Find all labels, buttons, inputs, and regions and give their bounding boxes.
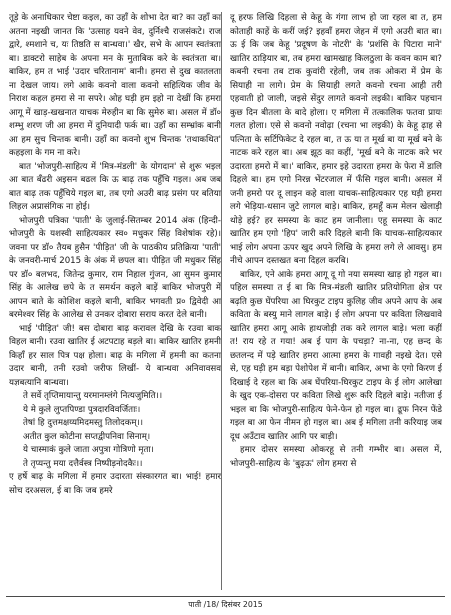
left-column [9,12,221,588]
right-paragraph-1: दू हरफ लिखि दिहला से केहू के गंगा लाभ हो जा रहल बा त, हम कोताही काहें के करीं जई? इहवाँ हमरा जेहन में एगो अउरी बात बा। ऊ ई कि जब केहू 'प्रदूषण के नोटरी' के 'प्रशंसि के पिटारा माने' खातिर ठाड़ियार बा, तब हमरा खामखाह किलठुला के कवन काम बा? कबनी रचना तब टाक कुवांरी रहेली, जब तक ओकरा में प्रेम के सियाही ना लागे। प्रेम के सियाही लगते कवनो रचना आही तरी एहवाती हो जाली, जइसे सेंदुर लागते कवनो लइकी। बाकिर पहचान कुछ दिन बीतला के बादे होला। ए मगिला में तत्कालिक फतवा प्रायः गलत होला। एसे से कवनो नवोढ़ा (रचना भा लइकी) के केहू ढ़ाह से पत्निता के सर्टिफिकेट दे रहल बा, त ऊ या त मूर्ख बा या मूर्ख बने के नाटक करे रहल बा। अब झूठ का कहीं, 'मूर्ख बने के नाटक करे भर उदारता हमरो में बा।' बाकिर, हमार इहे उदारता हमरा के फेरा में डालि दिहले बा। हम एगो निरन्न भेंटरजाल में फँसि गइल बानी। असल में जनी हमरो पर दू लाइन कहे वाला याचक-साहित्यकार एह घड़ी हमरा लगे भेड़िया-धसान जुटे लागल बाड़े। बाकिर, हमहूँ कम मेलन खेलाड़ी थोड़े हई? हर समस्या के काट हम जानीला। एहू समस्या के काट खातिर हम एगो 'हिप' जारी करि दिहले बानी कि याचक-साहित्यकार भाई लोग अपना ऊपर खुद अपने लिखि के हमरा लगे ले आवसु। हम नीचे आपन दस्तखत बना दिहल करबि। [230,13,442,266]
footer-page-number: /18/ [203,600,219,609]
right-paragraph-2: बाकिर, एने आके हमरा आगू दू गो नया समस्या खाड़ हो गइल बा। पहिल समस्या त ई बा कि मित्र-मंडली खातिर प्रतियोगिता क्षेत्र पर बढ़ति कुछ घेंपरिया आ घिरकुट टाइप कुलिह जीव अपने आप के अब कविता के बस्यु माने लागल बाड़े। ई लोग अपना पर कविता लिखवावे खातिर हमरा आगू आके हाथजोड़ी तक करे लागल बाड़े। भला कहीं त! राय रहे त गया! अब ई पाग के पचड़ा? ना-ना, एह छन्द के छतलन्द में पड़े खातिर हमरा आत्मा हमरा के गावही नइखे देत। एसे से, एह घड़ी हम बड़ा पेशोपेश में बानी। बाकिर, अभा के एगो किरण ई दिखाई दे रहल बा कि अब घेंपरिया-घिरकुट टाइप के ई लोग आलेखा के खुद एक-दोसरा पर कविता लिखे शुरू करि दिहले बाड़े। नतीजा ई भइल बा कि भोजपुरी-साहित्य फेने-फेन हो गइल बा। ढूफ निरन फेंडे गइल बा आ फेन नीमन हो गइल बा। अब ई मगिला तनी करियाइ जब दूध अउँटाव खातिर आगि पर बाड़ी। [230,269,442,442]
right-column [230,12,442,588]
left-paragraph-1: तूड़े के अनाधिकार चेष्टा कइल, का उहाँ के शोभा देत बा? का उहाँ का अतना नइखी जानत कि 'उत्साह यवने वेव, दुर्निश्चै राजसंकटे। राज द्वारे, श्मशाने च, यः तिष्ठति स बान्धवा।' खैर, सभे के आपन स्वतंत्रता बा। डाक्टरो साहेब के अपना मन के मुताबिक करे के स्वतंत्रता बा। बाकिर, हम त भाई 'उदार चरितानाम' बानी। हमरा से दुख कातलता ना देखल जाय। लगे आके कवनो वाला कवनो सहित्यिक जीव के निराश कहल हमरा से ना सपरे। ओह घड़ी हम इहो ना देखीं कि हमरा आगू में खाड़-खखनात याचक मेरुहीन बा कि सुमेरु बा। असल में डॉ० शम्भु शरण जी आ हमरा में दुनियादी फर्क बा। उहाँ का सम्भ्रांक बानी आ हम सुच चिन्तक बानी। उहाँ का कवनो शुभ चिन्तक 'तथाकथित' कहइला के गम ना करे। [9,13,221,158]
left-paragraph-5: ए हर्षे बाढ़ के मगिला में हमार उदारता संस्कारगत बा। भाई! हमार सोच दरअसल, ई बा कि जब हमरे [9,472,221,496]
left-paragraph-3: भोजपुरी पत्रिका 'पाती' के जुलाई-सितम्बर 2014 अंक (हिन्दी-भोजपुरी के यशस्वी साहित्यकार स्व० मधुकर सिंह विशेषांक रहे)। जवना पर डॉ० तैयब हुसैन 'पीड़ित' जी के पाठकीय प्रतिक्रिया 'पाती' के जनवरी-मार्च 2015 के अंक में छपल बा। पीड़ित जी मधुकर सिंह पर डॉ० बलभद, जितेन्द्र कुमार, राम निहाल गुंजन, आ सुमन कुमार सिंह के आलेख छपे के त समर्थन कइले बाड़ें बाकिर भोजपुरी में आपन बाते के कोशिश कइले बानी, बाकिर भगवती प्र० द्विवेदी आ बरमेश्वर सिंह के आलेख से उनकर दोबारा सराय करत देले बानी। [9,215,221,320]
footer-issue: दिसंबर 2015 [221,600,263,609]
left-paragraph-2: बात 'भोजपुरी-साहित्य में 'मित्र-मंडली' के योगदान' से शुरू भइल आ बात बँढरी अइसन बढल कि ऊ बाढ़ तक पहुँचि गइल। अब जब बात बाढ़ तक पहुँचिये गइल बा, तब एगो अउरी बाढ़ प्रसंग पर बतिया लिहल अप्रासंगिक ना होई। [9,161,221,212]
sanskrit-verse: ते सर्वे तृप्तिमायान्तु यरमानम्लंगे नित्यजुमिति।। ये मे कुले लुप्तपिण्डा पुत्रदारविवर्जिताः। तेषां हि दुत्तमक्षय्यमिदमस्तु तिलोदकम्।। अतीत कुल कोटीना सप्तद्वीपनिवा सिनाम्। ये चास्माकं कुले जाता अपुत्रा गोत्रिणो मृता। ते तृप्यन्तु मया दत्तैर्वस्त्र निष्पीड़नोदकैः।। [23,391,163,469]
footer-rule [6,596,445,597]
page-footer [0,600,451,610]
left-paragraph-4: भाई 'पीड़ित' जी! बस दोबारा बाढ़ करावल देखि के रउवा बाक विहल बानी। रउवा खातिर ई अटपटाह बड़ले बा। बाकिर खातिर हमनी किहाँ हर साल पित्र पक्ष होला। बाढ़ के मगिला में हमनी का कतना उदार बानी, तनी रउवो जरीफ लिखीं- ये बान्धवा अनिवावसव यज्ञबत्यानि बान्धवा। [9,323,221,388]
footer-magazine-name: पाती [188,600,202,609]
right-paragraph-3: हमार दोसर समस्या ओकरहू से तनी गम्भीर बा। असल में, भोजपुरी-साहित्य के 'बुढ़ऊ' लोग हमरा से [230,445,442,469]
column-divider [221,12,222,590]
